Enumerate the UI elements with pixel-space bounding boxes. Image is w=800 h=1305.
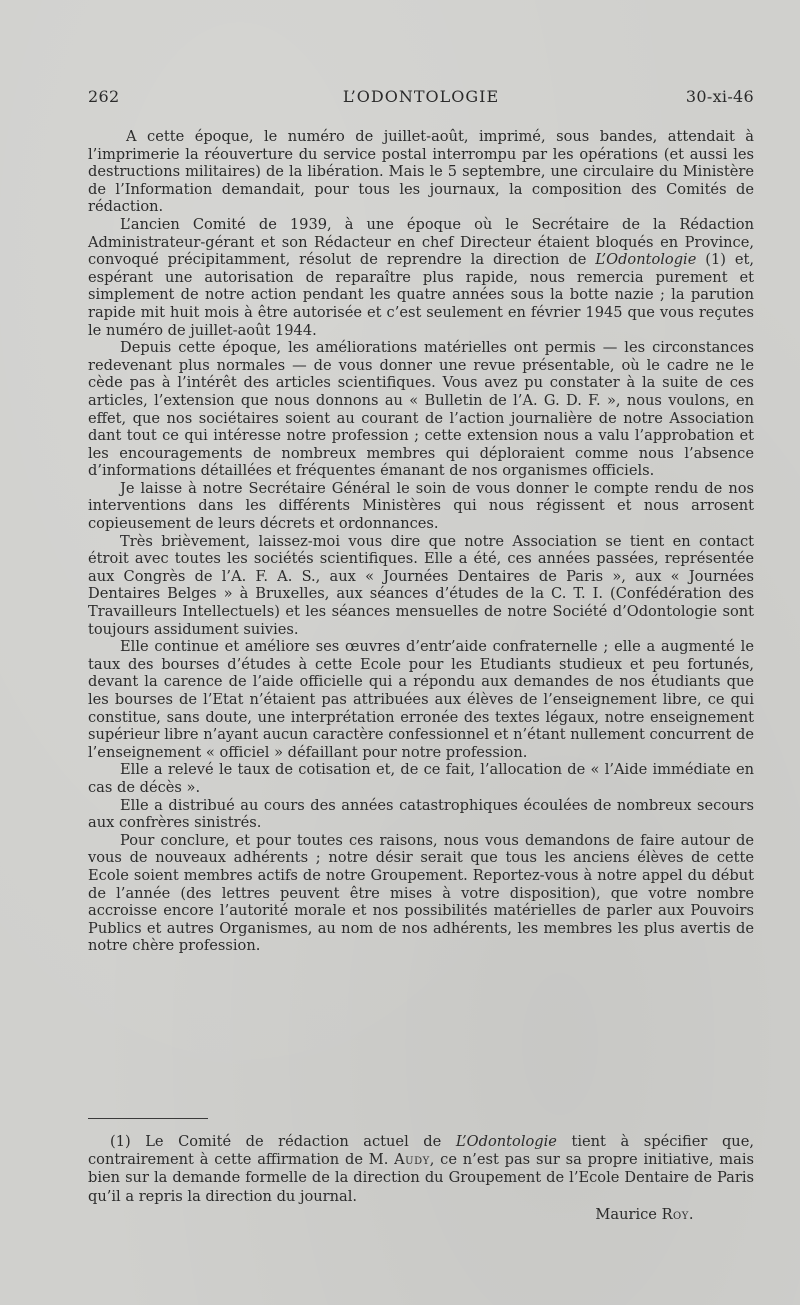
paragraph-8: Elle a distribué au cours des années catastrophiques écoulées de nombreux secours aux confrères sinistrés. (88, 796, 754, 832)
signature-first-name: Maurice (595, 1205, 657, 1223)
footnote-signature (595, 1206, 754, 1224)
footnote-part-3: , ce n’est pas sur sa propre initiative, mais bien sur la demande formelle de la direction du Groupement de l’Ecole Dentaire de Paris qu’il a repris la direction du journal. (88, 1151, 754, 1205)
paragraph-1: A cette époque, le numéro de juillet-août, imprimé, sous bandes, attendait à l’imprimerie la réouverture du service postal interrompu par les opérations (et aussi les destructions militaires) de la libération. Mais le 5 septembre, une circulaire du Ministère de l’Information demandait, pour tous les journaux, la composition des Comités de rédaction. (88, 128, 754, 216)
signature-last-name: Roy. (661, 1205, 694, 1223)
paragraph-2-text-b: (1) et, espérant une autorisation de reparaître plus rapide, nous remercia purement et simplement de notre action pendant les quatre années sous la botte nazie ; la parution rapide mit huit mois à être autorisée et c’est seulement en février 1945 que vous reçutes le numéro de juillet-août 1944. (88, 251, 755, 339)
footnote-divider (88, 1118, 208, 1119)
paragraph-4: Je laisse à notre Secrétaire Général le soin de vous donner le compte rendu de nos interventions dans les différents Ministères qui nous régissent et nous arrosent copieusement de leurs décrets et ordonnances. (88, 479, 754, 533)
paragraph-6: Elle continue et améliore ses œuvres d’entr’aide confraternelle ; elle a augmenté le taux des bourses d’études à cette Ecole pour les Etudiants studieux et peu fortunés, devant la carence de l’aide officielle qui a répondu aux demandes de nos étudiants que les bourses de l’Etat n’étaient pas attribuées aux élèves de l’enseignement libre, ce qui constitue, sans doute, une interprétation erronée des textes légaux, notre enseignement supérieur libre n’ayant aucun caractère confessionnel et n’étant nullement concurrent de l’enseignement « officiel » défaillant pour notre profession. (88, 638, 754, 761)
paragraph-9: Pour conclure, et pour toutes ces raisons, nous vous demandons de faire autour de vous de nouveaux adhérents ; notre désir serait que tous les anciens élèves de cette Ecole soient membres actifs de notre Groupement. Reportez-vous à notre appel du début de l’année (des lettres peuvent être mises à votre disposition), que votre nombre accroisse encore l’autorité morale et nos possibilités matérielles de parler aux Pouvoirs Publics et autres Organismes, au nom de nos adhérents, les membres les plus avertis de notre chère profession. (88, 831, 754, 955)
running-header (88, 87, 754, 111)
footnote-part-2: tient à spécifier que, contrairement à cette affirmation de M. (88, 1133, 754, 1169)
article-body (88, 128, 754, 955)
footnote-name-audy: Audy (394, 1151, 430, 1169)
journal-name-italic: L’Odontologie (595, 251, 697, 269)
footnote-part-1: (1) Le Comité de rédaction actuel de (110, 1133, 456, 1150)
issue-date: 30-xi-46 (685, 87, 754, 106)
footnote-signature-line (88, 1206, 754, 1224)
paragraph-5: Très brièvement, laissez-moi vous dire que notre Association se tient en contact étroit avec toutes les sociétés scientifiques. Elle a été, ces années passées, représentée aux Congrès de l’A. F. A. S., aux « Journées Dentaires de Paris », aux « Journées Dentaires Belges » à Bruxelles, aux séances d’études de la C. T. I. (Confédération des Travailleurs Intellectuels) et les séances mensuelles de notre Société d’Odontologie sont toujours assidument suivies. (88, 532, 754, 638)
paragraph-3: Depuis cette époque, les améliorations matérielles ont permis — les circonstances redevenant plus normales — de vous donner une revue présentable, où le cadre ne le cède pas à l’intérêt des articles scientifiques. Vous avez pu constater à la suite de ces articles, l’extension que nous donnons au « Bulletin de l’A. G. D. F. », nous voulons, en effet, que nos sociétaires soient au courant de l’action journalière de notre Association dant tout ce qui intéresse notre profession ; cette extension nous a valu l’approbation et les encouragements de nombreux membres qui déploraient comme nous l’absence d’informations détaillées et fréquentes émanant de nos organismes officiels. (88, 339, 754, 480)
paragraph-2-text-a: L’ancien Comité de 1939, à une époque où le Secrétaire de la Rédaction Administrateur-gérant et son Rédacteur en chef Directeur étaient bloqués en Province, convoqué précipitamment, résolut de reprendre la direction de (88, 215, 754, 269)
footnote (88, 1133, 754, 1224)
paragraph-7: Elle a relevé le taux de cotisation et, de ce fait, l’allocation de « l’Aide immédiate en cas de décès ». (88, 761, 754, 796)
journal-title: L’ODONTOLOGIE (342, 87, 500, 106)
page-number: 262 (88, 87, 120, 106)
footnote-journal-italic: L’Odontologie (455, 1133, 557, 1150)
footnote-text (88, 1133, 754, 1206)
paragraph-2 (88, 216, 754, 339)
